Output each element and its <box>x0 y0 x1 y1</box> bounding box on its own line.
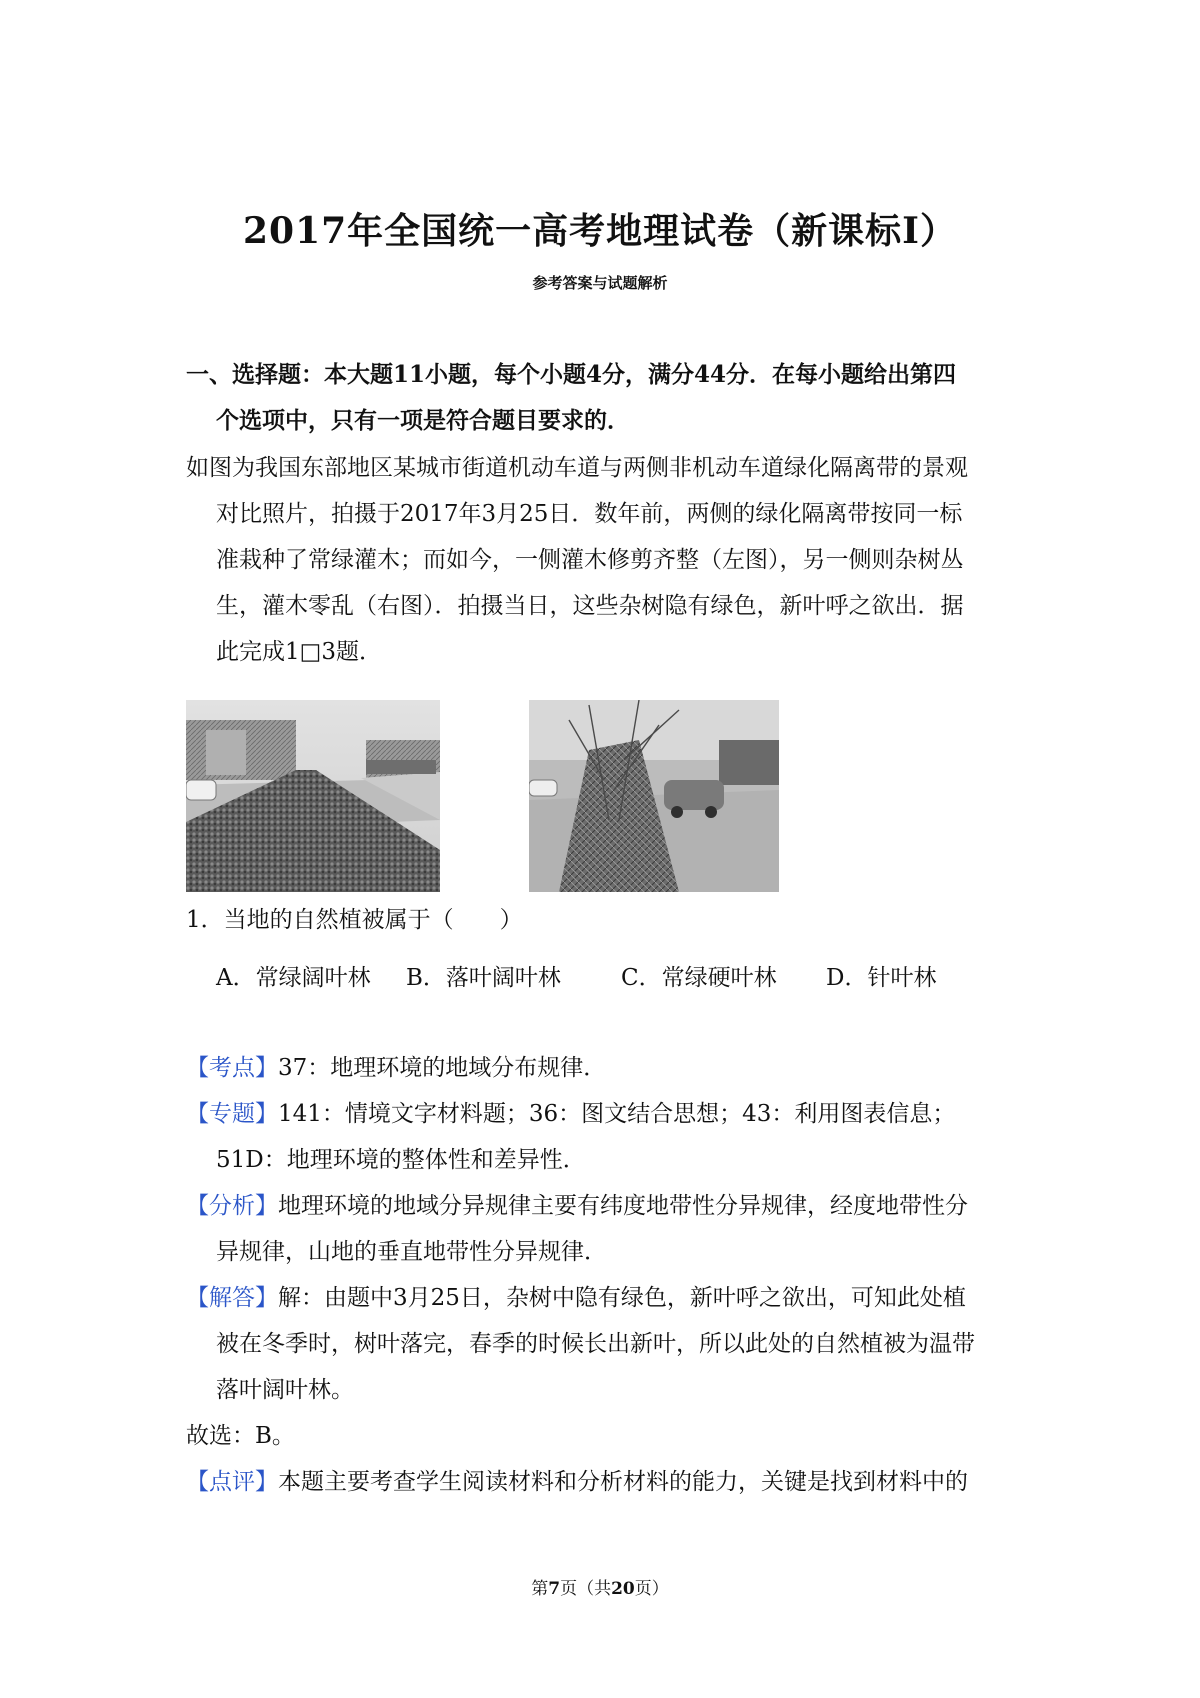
intro-paragraph <box>186 445 1028 675</box>
zhuanti-text-1: 141：情境文字材料题；36：图文结合思想；43：利用图表信息； <box>278 1101 956 1127</box>
zhuanti-tag: 【专题】 <box>186 1101 278 1127</box>
option-b: B．落叶阔叶林 <box>406 965 561 991</box>
photo-trimmed-hedge <box>186 700 440 892</box>
option-c: C．常绿硬叶林 <box>621 965 777 991</box>
section-heading-line-1: 一、选择题：本大题11小题，每个小题4分，满分44分．在每小题给出第四 <box>186 361 957 388</box>
kaodian-line <box>186 1045 1028 1091</box>
intro-line-1: 如图为我国东部地区某城市街道机动车道与两侧非机动车道绿化隔离带的景观 <box>186 455 968 481</box>
zhuanti-line-2: 51D：地理环境的整体性和差异性． <box>216 1147 586 1173</box>
dianping-line <box>186 1459 1028 1505</box>
intro-line-4: 生，灌木零乱（右图）．拍摄当日，这些杂树隐有绿色，新叶呼之欲出．据 <box>216 593 964 619</box>
fenxi-line-1 <box>186 1183 1028 1229</box>
intro-line-2: 对比照片，拍摄于2017年3月25日．数年前，两侧的绿化隔离带按同一标 <box>216 501 963 527</box>
page-subtitle: 参考答案与试题解析 <box>532 274 668 292</box>
footer-middle: 页（共 <box>560 1579 612 1599</box>
page-footer <box>0 1574 1200 1599</box>
section-heading <box>186 352 1026 444</box>
analysis-block <box>186 1045 1028 1505</box>
footer-page-number: 7 <box>548 1579 561 1599</box>
intro-line-5: 此完成1□3题． <box>216 639 382 665</box>
jieda-tag: 【解答】 <box>186 1285 278 1311</box>
footer-total-pages: 20 <box>611 1579 635 1599</box>
question-1-stem: 1．当地的自然植被属于（ ） <box>186 907 523 933</box>
photo-trimmed-hedge-image <box>186 700 440 892</box>
photo-comparison <box>186 700 1026 892</box>
jieda-line-2: 被在冬季时，树叶落完，春季的时候长出新叶，所以此处的自然植被为温带 <box>216 1331 975 1357</box>
dianping-text: 本题主要考查学生阅读材料和分析材料的能力，关键是找到材料中的 <box>278 1469 968 1495</box>
footer-prefix: 第 <box>531 1579 549 1599</box>
dianping-tag: 【点评】 <box>186 1469 278 1495</box>
page-title: 2017年全国统一高考地理试卷（新课标I） <box>242 210 958 252</box>
jieda-line-1 <box>186 1275 1028 1321</box>
fenxi-text-1: 地理环境的地域分异规律主要有纬度地带性分异规律，经度地带性分 <box>278 1193 968 1219</box>
intro-line-3: 准栽种了常绿灌木；而如今，一侧灌木修剪齐整（左图），另一侧则杂树丛 <box>216 547 964 573</box>
option-a: A．常绿阔叶林 <box>216 965 371 991</box>
jieda-line-3: 落叶阔叶林。 <box>216 1377 354 1403</box>
photo-messy-hedge-image <box>529 700 779 892</box>
option-d: D．针叶林 <box>826 965 937 991</box>
zhuanti-line-1 <box>186 1091 1028 1137</box>
kaodian-text: 37：地理环境的地域分布规律． <box>278 1055 607 1081</box>
jieda-text-1: 解：由题中3月25日，杂树中隐有绿色，新叶呼之欲出，可知此处植 <box>278 1285 966 1311</box>
kaodian-tag: 【考点】 <box>186 1055 278 1081</box>
footer-suffix: 页） <box>634 1579 669 1599</box>
fenxi-tag: 【分析】 <box>186 1193 278 1219</box>
question-1-options <box>216 955 936 1001</box>
fenxi-line-2: 异规律，山地的垂直地带性分异规律． <box>216 1239 607 1265</box>
section-heading-line-2: 个选项中，只有一项是符合题目要求的． <box>216 407 630 434</box>
photo-messy-hedge <box>529 700 779 892</box>
answer-line: 故选：B。 <box>186 1423 295 1449</box>
